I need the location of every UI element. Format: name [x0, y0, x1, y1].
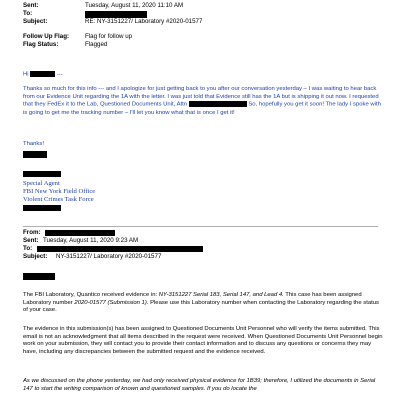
fwd-paragraph-1-a: The FBI Laboratory, Quantico received evidence in: — [23, 292, 159, 298]
subject-label: Subject: — [23, 18, 48, 25]
fwd-paragraph-1-e: Please use this Laboratory number when contacting the Laboratory regarding the status of your case. — [23, 299, 379, 314]
signature-phone-redaction — [23, 205, 61, 211]
fwd-to-label: To: — [23, 245, 33, 252]
flag-status-label: Flag Status: — [23, 41, 59, 48]
greeting-suffix: --- — [55, 71, 63, 78]
attn-name-redaction — [189, 101, 247, 107]
fwd-paragraph-3: As we discussed on the phone yesterday, we had only received physical evidence for 1B39; therefore, I utilized the documents in Serial 147 to start the writing comparison of known and questioned samples. If you do locate the — [23, 378, 376, 392]
fwd-to-redaction — [37, 246, 203, 252]
fwd-from-label: From: — [23, 229, 41, 236]
thanks-line: Thanks! — [23, 141, 44, 147]
body-paragraph-1-continued: So, hopefully you get it soon! The lady I spoke with is going to get me the tracking number – I'll let you know what that is once I get it! — [23, 101, 381, 116]
greeting-line — [23, 71, 383, 79]
subject-value: RE: NY-3151227/ Laboratory #2020-01577 — [85, 18, 203, 25]
signature-office: FBI New York Field Office — [23, 188, 96, 195]
fwd-lab-number: 2020-01577 (Submission 1). — [74, 299, 149, 306]
sent-value: Tuesday, August 11, 2020 11:10 AM — [85, 2, 184, 9]
to-redaction — [85, 11, 147, 18]
greeting: Hi — [23, 71, 29, 78]
fwd-paragraph-1 — [23, 292, 383, 315]
fwd-greeting-redaction — [23, 273, 55, 280]
body-paragraph-1 — [23, 86, 383, 117]
signature-title: Special Agent — [23, 180, 60, 187]
fwd-case-serials: NY-3151227 Serial 183, Serial 147, and Lead 4. — [158, 292, 284, 298]
email-separator — [23, 226, 378, 227]
fwd-sent-value: Tuesday, August 11, 2020 9:23 AM — [43, 237, 139, 244]
sent-label: Sent: — [23, 2, 39, 9]
fwd-from-redaction — [45, 230, 115, 236]
follow-up-flag-label: Follow Up Flag: — [23, 33, 70, 40]
sender-name-redaction — [23, 151, 47, 158]
fwd-subject-label: Subject: — [23, 253, 48, 260]
fwd-subject-value: NY-3151227/ Laboratory #2020-01577 — [56, 253, 162, 260]
to-label: To: — [23, 10, 33, 17]
follow-up-flag-value: Flag for follow up — [85, 33, 133, 40]
body-paragraph-1-text: Thanks so much for this info --- and I apologize for just getting back to you after our conversation yesterday – I was waiting to hear back from our Evidence Unit regarding the 1A with the letter. I was just told that Evidence still has the 1A but is shipping it out now. I requested that they FedEx it to the Lab, Questioned Documents Unit, Attn — [23, 86, 379, 108]
signature-name-redaction — [23, 171, 61, 177]
signature-unit: Violent Crimes Task Force — [23, 196, 94, 203]
fwd-paragraph-2: The evidence in this submission(s) has been assigned to Questioned Documents Unit Personnel who will verify the items submitted. This email is not an acknowledgment that all items described in the request were received. When Questioned Documents Unit Personnel begin work on your submission, they will contact you to provide their contact information and to discuss any questions or concerns they may have, including any discrepancies between the submitted request and the evidence received. — [23, 326, 383, 356]
fwd-paragraph-1-c: This case has been assigned Laboratory number — [23, 292, 362, 306]
flag-status-value: Flagged — [85, 41, 108, 48]
greeting-name-redaction — [30, 71, 55, 77]
fwd-sent-label: Sent: — [23, 237, 39, 244]
